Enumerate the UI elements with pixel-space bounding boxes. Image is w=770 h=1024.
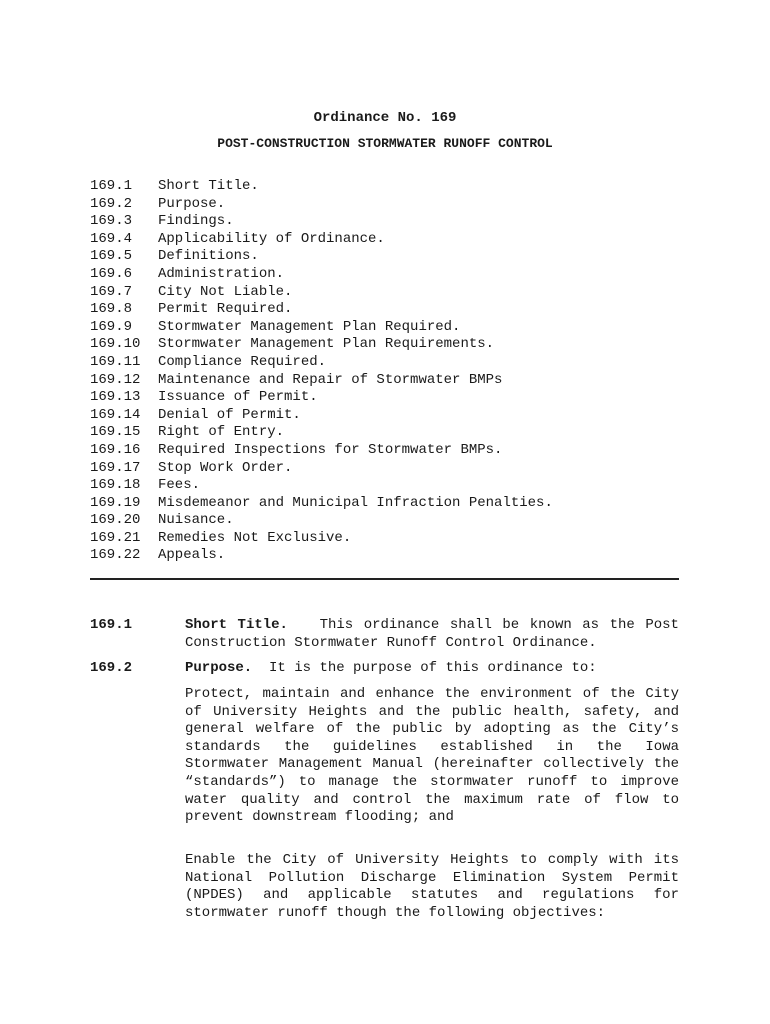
purpose-paragraph-1: Protect, maintain and enhance the environment of the City of University Heights and the public health, safety, and general welfare of the public by adopting as the City’s standards the guidelines established in the Iowa Stormwater Management Manual (hereinafter collectively the “standards”) to manage the stormwater runoff to improve water quality and control the maximum rate of flow to prevent downstream flooding; and: [185, 686, 679, 826]
toc-item-label: Misdemeanor and Municipal Infraction Penalties.: [158, 494, 553, 511]
toc-item-number: 169.9: [90, 318, 133, 335]
toc-item-number: 169.2: [90, 195, 133, 212]
toc-item: [90, 336, 553, 354]
toc-item-number: 169.7: [90, 283, 133, 300]
table-of-contents: [90, 178, 553, 565]
toc-item-label: Short Title.: [158, 178, 259, 194]
toc-item: [90, 301, 553, 319]
section-text: This ordinance shall be known as the Post Construction Stormwater Runoff Control Ordinance.: [185, 617, 679, 651]
toc-item: [90, 407, 553, 425]
toc-item-number: 169.20: [90, 512, 141, 529]
toc-item-label: Compliance Required.: [158, 353, 327, 370]
toc-item: [90, 319, 553, 337]
toc-item-label: Administration.: [158, 265, 285, 282]
toc-item: [90, 389, 553, 407]
ordinance-subtitle: POST-CONSTRUCTION STORMWATER RUNOFF CONTROL: [217, 136, 553, 151]
toc-item-number: 169.6: [90, 265, 133, 282]
toc-item: [90, 178, 553, 196]
toc-item-number: 169.10: [90, 336, 141, 353]
toc-item-label: Required Inspections for Stormwater BMPs.: [158, 441, 503, 458]
toc-item-label: Nuisance.: [158, 512, 234, 529]
toc-item-label: Purpose.: [158, 195, 226, 212]
section-heading: Purpose.: [185, 660, 253, 676]
toc-item-label: Stormwater Management Plan Required.: [158, 318, 461, 335]
section-number: 169.1: [90, 617, 133, 633]
toc-item: [90, 547, 553, 565]
section-heading: Short Title.: [185, 617, 288, 633]
toc-item: [90, 460, 553, 478]
toc-item-label: Permit Required.: [158, 301, 293, 318]
toc-item: [90, 442, 553, 460]
toc-item: [90, 284, 553, 302]
toc-item: [90, 372, 553, 390]
toc-item: [90, 424, 553, 442]
toc-item: [90, 495, 553, 513]
toc-item-label: Applicability of Ordinance.: [158, 230, 385, 247]
toc-item-label: Findings.: [158, 213, 234, 230]
section-number: 169.2: [90, 660, 133, 676]
toc-item-number: 169.12: [90, 371, 141, 388]
toc-item-number: 169.22: [90, 547, 141, 564]
purpose-paragraph-2: Enable the City of University Heights to comply with its National Pollution Discharge Elimination System Permit (NPDES) and applicable statutes and regulations for stormwater runoff though the following objectives:: [185, 852, 679, 921]
toc-item-label: Definitions.: [158, 248, 259, 265]
toc-item-number: 169.19: [90, 494, 141, 511]
section-text: It is the purpose of this ordinance to:: [269, 660, 597, 676]
toc-item-label: Right of Entry.: [158, 424, 285, 441]
toc-item-label: City Not Liable.: [158, 283, 293, 300]
toc-item: [90, 231, 553, 249]
toc-item-number: 169.18: [90, 477, 141, 494]
toc-item: [90, 530, 553, 548]
section-body: [185, 617, 679, 652]
ordinance-title: Ordinance No. 169: [313, 110, 457, 126]
toc-item-label: Issuance of Permit.: [158, 389, 318, 406]
toc-item-label: Remedies Not Exclusive.: [158, 529, 352, 546]
toc-item: [90, 213, 553, 231]
toc-item-number: 169.21: [90, 529, 141, 546]
toc-item-label: Stormwater Management Plan Requirements.: [158, 336, 495, 353]
toc-item: [90, 354, 553, 372]
toc-item-number: 169.1: [90, 178, 133, 194]
toc-item-label: Appeals.: [158, 547, 226, 564]
toc-item-number: 169.14: [90, 406, 141, 423]
toc-item: [90, 266, 553, 284]
toc-item: [90, 477, 553, 495]
toc-item: [90, 512, 553, 530]
toc-item-number: 169.17: [90, 459, 141, 476]
section-body: [185, 660, 679, 678]
toc-item: [90, 196, 553, 214]
toc-item-label: Stop Work Order.: [158, 459, 293, 476]
horizontal-divider: [90, 578, 679, 580]
toc-item-label: Fees.: [158, 477, 201, 494]
toc-item-number: 169.5: [90, 248, 133, 265]
toc-item-number: 169.4: [90, 230, 133, 247]
toc-item-number: 169.16: [90, 441, 141, 458]
toc-item-number: 169.8: [90, 301, 133, 318]
toc-item-number: 169.13: [90, 389, 141, 406]
toc-item-label: Maintenance and Repair of Stormwater BMPs: [158, 371, 503, 388]
toc-item: [90, 248, 553, 266]
toc-item-number: 169.11: [90, 353, 141, 370]
toc-item-number: 169.3: [90, 213, 133, 230]
toc-item-number: 169.15: [90, 424, 141, 441]
toc-item-label: Denial of Permit.: [158, 406, 301, 423]
